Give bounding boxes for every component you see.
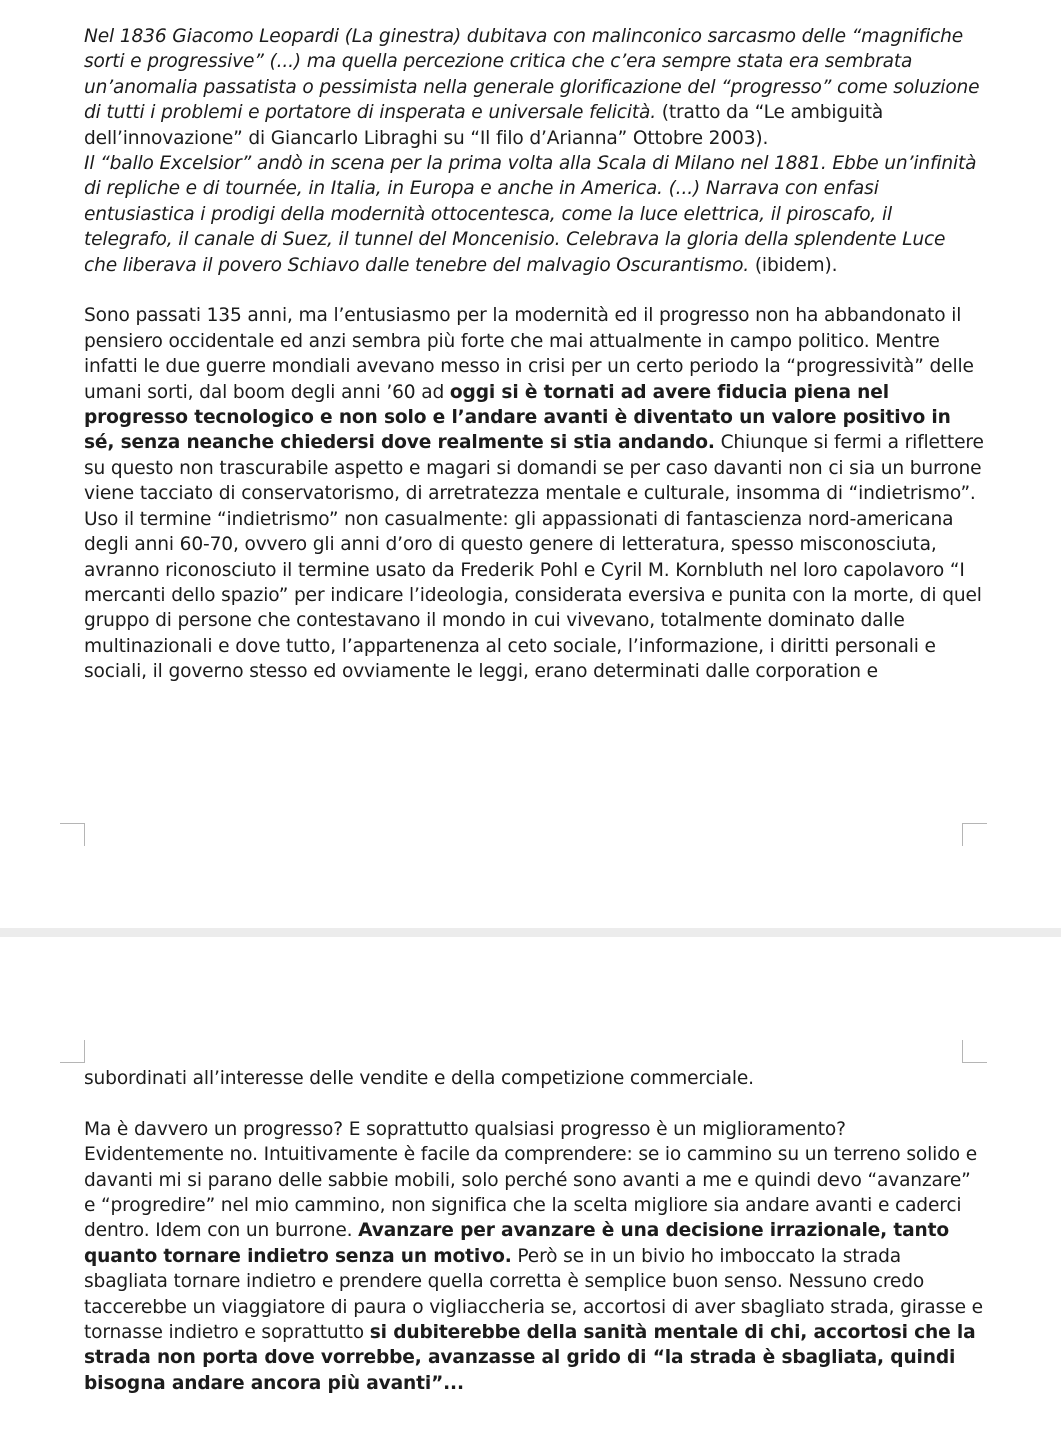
page-corner-mark-bottom-left	[60, 823, 85, 846]
page-corner-mark-top-left	[60, 1040, 85, 1063]
page-break	[0, 928, 1061, 937]
paragraph-modernity-bold: oggi si è tornati ad avere fiducia piena nel progresso tecnologico e non solo e l’andare avanti è diventato un valore positivo in sé, senza neanche chiedersi dove realmente si stia andando.	[84, 381, 951, 454]
quote-leopardi-text: Nel 1836 Giacomo Leopardi (La ginestra) dubitava con malinconico sarcasmo delle “magnifiche sorti e progressive” (...) ma quella percezione critica che c’era sempre stata era sembrata un’anomalia passatista o pessimista nella generale glorificazione del “progresso” come soluzione di tutti i problemi e portatore di insperata e universale felicità.	[84, 26, 980, 124]
quote-excelsior	[84, 151, 984, 278]
paragraph-modernity-part-2: Chiunque si fermi a riflettere su questo non trascurabile aspetto e magari si domandi se per caso davanti non ci sia un burrone viene tacciato di conservatorismo, di arretratezza mentale e culturale, insomma di “indietrismo”.	[84, 432, 984, 505]
paragraph-modernity-part-1: Sono passati 135 anni, ma l’entusiasmo per la modernità ed il progresso non ha abbandonato il pensiero occidentale ed anzi sembra più forte che mai attualmente in campo politico. Mentre infatti le due guerre mondiali avevano messo in crisi per un certo periodo la “progressività” delle umani sorti, dal boom degli anni ’60 ad	[84, 305, 974, 403]
paragraph-continuation: subordinati all’interesse delle vendite e della competizione commerciale.	[84, 1068, 754, 1089]
paragraph-progress-part-1: Ma è davvero un progresso? E soprattutto qualsiasi progresso è un miglioramento? Evidentemente no. Intuitivamente è facile da comprendere: se io cammino su un terreno solido e davanti mi si parano delle sabbie mobili, solo perché sono avanti a me e quindi devo “avanzare” e “progredire” nel mio cammino, non significa che la scelta migliore sia andare avanti e caderci dentro. Idem con un burrone.	[84, 1118, 978, 1242]
page-corner-mark-bottom-right	[962, 823, 987, 846]
paragraph-progress-question	[84, 1117, 984, 1396]
quote-excelsior-text: Il “ballo Excelsior” andò in scena per la prima volta alla Scala di Milano nel 1881. Ebbe un’infinità di repliche e di tournée, in Italia, in Europa e anche in America. (...) Narrava con enfasi entusiastica i prodigi della modernità ottocentesca, come la luce elettrica, il piroscafo, il telegrafo, il canale di Suez, il tunnel del Moncenisio. Celebrava la gloria della splendente Luce che liberava il povero Schiavo dalle tenebre del malvagio Oscurantismo.	[84, 153, 977, 276]
paragraph-spacer	[84, 1091, 984, 1116]
quote-excelsior-source: (ibidem).	[749, 254, 838, 276]
page-2-body	[84, 1066, 984, 1396]
paragraph-progress-part-2: Però se in un bivio ho imboccato la strada sbagliata tornare indietro e prendere quella corretta è semplice buon senso. Nessuno credo taccerebbe un viaggiatore di paura o vigliaccheria se, accortosi di aver sbagliato strada, girasse e tornasse indietro e soprattutto	[84, 1245, 983, 1344]
paragraph-modernity	[84, 303, 984, 506]
quote-leopardi-source: (tratto da “Le ambiguità dell’innovazione” di Giancarlo Libraghi su “Il filo d’Arianna” Ottobre 2003).	[84, 102, 884, 149]
quote-leopardi	[84, 24, 984, 151]
paragraph-progress-bold-1: Avanzare per avanzare è una decisione irrazionale, tanto quanto tornare indietro senza un motivo.	[84, 1220, 949, 1267]
page-corner-mark-top-right	[962, 1040, 987, 1063]
paragraph-indietrismo: Uso il termine “indietrismo” non casualmente: gli appassionati di fantascienza nord-americana degli anni 60-70, ovvero gli anni d’oro di questo genere di letteratura, spesso misconosciuta, avranno riconosciuto il termine usato da Frederik Pohl e Cyril M. Kornbluth nel loro capolavoro “I mercanti dello spazio” per indicare l’ideologia, considerata eversiva e punita con la morte, di quel gruppo di persone che contestavano il mondo in cui vivevano, totalmente dominato dalle multinazionali e dove tutto, l’appartenenza al ceto sociale, l’informazione, i diritti personali e sociali, il governo stesso ed ovviamente le leggi, erano determinati dalle corporation e	[84, 508, 982, 683]
paragraph-spacer	[84, 278, 984, 303]
page-1-body	[84, 24, 984, 685]
paragraph-progress-bold-2: si dubiterebbe della sanità mentale di chi, accortosi che la strada non porta dove vorrebbe, avanzasse al grido di “la strada è sbagliata, quindi bisogna andare ancora più avanti”...	[84, 1322, 976, 1394]
document-page-2	[0, 937, 1061, 1456]
